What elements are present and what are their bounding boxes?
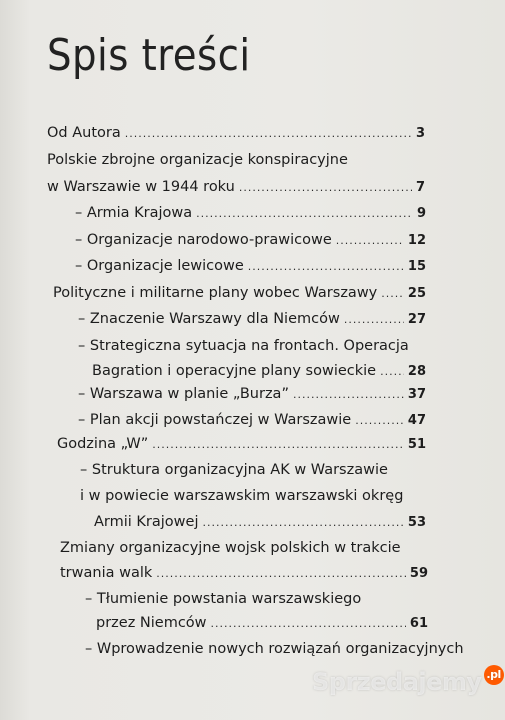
toc-entry [94, 512, 426, 532]
toc-entry [60, 563, 428, 583]
toc-page-number: 28 [407, 364, 426, 379]
leader-dots [336, 231, 404, 251]
toc-page-number: 37 [407, 387, 426, 402]
toc-entry-label: – Plan akcji powstańczej w Warszawie [78, 412, 352, 428]
toc-entry-label: Bagration i operacyjne plany sowieckie [92, 363, 377, 379]
toc-entry [96, 613, 428, 633]
toc-entry [60, 538, 401, 558]
toc-page-number: 3 [415, 126, 425, 141]
toc-entry [47, 123, 425, 143]
toc-entry-label: w Warszawie w 1944 roku [47, 179, 235, 195]
toc-entry [75, 203, 426, 223]
leader-dots [248, 257, 404, 277]
toc-entry-label: Od Autora [47, 125, 121, 141]
toc-page-number: 27 [407, 312, 426, 327]
toc-entry [85, 639, 485, 659]
leader-dots [196, 204, 413, 224]
toc-entry-label: – Warszawa w planie „Burza” [78, 386, 289, 402]
leader-dots [211, 614, 406, 634]
toc-page-number: 9 [416, 206, 426, 221]
toc-entry-label: – Znaczenie Warszawy dla Niemców [78, 311, 340, 327]
leader-dots [156, 564, 406, 584]
toc-page-number: 15 [407, 259, 426, 274]
toc-entry-label: Polityczne i militarne plany wobec Warszawy [53, 285, 378, 301]
watermark-text: Sprzedajemy [312, 668, 482, 696]
toc-entry [78, 336, 409, 356]
leader-dots [202, 513, 403, 533]
watermark-suffix: .pl [484, 665, 504, 685]
toc-entry [78, 309, 426, 329]
toc-entry [75, 256, 426, 276]
toc-entry [85, 589, 361, 609]
toc-entry-label: – Wprowadzenie nowych rozwiązań organizacyjnych [85, 641, 464, 657]
leader-dots [125, 124, 412, 144]
toc-entry [92, 361, 426, 381]
toc-entry [53, 283, 426, 303]
toc-page-number: 7 [415, 180, 425, 195]
toc-page-number: 25 [407, 286, 426, 301]
page-title: Spis treści [47, 30, 251, 81]
toc-entry-label: Zmiany organizacyjne wojsk polskich w trakcie [60, 540, 401, 556]
toc-entry-label: – Tłumienie powstania warszawskiego [85, 591, 362, 607]
toc-entry [57, 434, 426, 454]
toc-entry-label: – Struktura organizacyjna AK w Warszawie [80, 462, 388, 478]
toc-entry-label: i w powiecie warszawskim warszawski okręg [80, 488, 404, 504]
leader-dots [152, 435, 404, 455]
leader-dots [355, 411, 404, 431]
toc-entry-label: Armii Krajowej [94, 514, 199, 530]
toc-page-number: 53 [407, 515, 426, 530]
toc-page-number: 51 [407, 437, 426, 452]
toc-page-number: 12 [407, 233, 426, 248]
toc-entry [75, 230, 426, 250]
toc-entry-label: Polskie zbrojne organizacje konspiracyjne [47, 152, 348, 168]
toc-entry-label: przez Niemców [96, 615, 207, 631]
toc-entry [78, 384, 426, 404]
toc-page-number: 47 [407, 413, 426, 428]
leader-dots [344, 310, 404, 330]
toc-entry-label: – Strategiczna sytuacja na frontach. Operacja [78, 338, 409, 354]
toc-entry [78, 410, 426, 430]
leader-dots [293, 385, 404, 405]
toc-entry [47, 150, 348, 170]
leader-dots [380, 362, 404, 382]
sprzedajemy-watermark [312, 665, 504, 696]
leader-dots [381, 284, 404, 304]
toc-entry-label: trwania walk [60, 565, 153, 581]
toc-entry [80, 486, 403, 506]
leader-dots [239, 178, 412, 198]
toc-entry [80, 460, 388, 480]
toc-entry-label: – Organizacje narodowo-prawicowe [75, 232, 332, 248]
toc-entry-label: Godzina „W” [57, 436, 149, 452]
toc-page-number: 59 [409, 566, 428, 581]
toc-entry-label: – Organizacje lewicowe [75, 258, 244, 274]
toc-entry-label: – Armia Krajowa [75, 205, 193, 221]
toc-page-number: 61 [409, 616, 428, 631]
toc-entry [47, 177, 425, 197]
